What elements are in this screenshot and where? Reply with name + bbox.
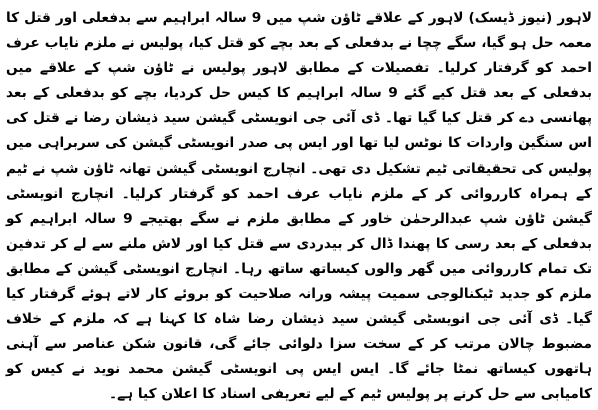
- article-body: لاہور (نیوز ڈیسک) لاہور کے علاقے ٹاؤن شپ میں 9 سالہ ابراہیم سے بدفعلی اور قتل کا معمہ حل ہو گیا، سگے چچا نے بدفعلی کے بعد بچے کو قتل کیا، پولیس نے ملزم نایاب عرف احمد کو گرفتار کرلیا۔ تفصیلات کے مطابق لاہور پولیس نے ٹاؤن شپ کے علاقے میں بدفعلی کے بعد قتل کیے گئے 9 سالہ ابراہیم کا کیس حل کردیا، بچے کو بدفعلی کے بعد پھانسی دے کر قتل کیا گیا تھا۔ ڈی آئی جی انویسٹی گیشن سید ذیشان رضا نے قتل کی اس سنگین واردات کا نوٹس لیا تھا اور ایس پی صدر انویسٹی گیشن کی سربراہی میں پولیس کی تحقیقاتی ٹیم تشکیل دی تھی۔ انچارج انویسٹی گیشن تھانہ ٹاؤن شپ نے ٹیم کے ہمراہ کارروائی کر کے ملزم نایاب عرف احمد کو گرفتار کرلیا۔ انچارج انویسٹی گیشن ٹاؤن شپ عبدالرحمٰن خاور کے مطابق ملزم نے سگے بھتیجے 9 سالہ ابراہیم کو بدفعلی کے بعد رسی کا پھندا ڈال کر بیدردی سے قتل کیا اور لاش ملنے سے لے کر تدفین تک تمام کارروائی میں گھر والوں کیساتھ ساتھ رہا۔ انچارج انویسٹی گیشن کے مطابق ملزم کو جدید ٹیکنالوجی سمیت پیشہ ورانہ صلاحیت کو بروئے کار لاتے ہوئے گرفتار کیا گیا۔ ڈی آئی جی انویسٹی گیشن سید ذیشان رضا شاہ کا کہنا ہے کہ ملزم کے خلاف مضبوط چالان مرتب کر کے سخت سزا دلوائی جائے گی، قانون شکن عناصر سے آہنی ہاتھوں کیساتھ نمٹا جائے گا۔ ایس ایس پی انویسٹی گیشن محمد نوید نے کیس کو کامیابی سے حل کرنے پر پولیس ٹیم کے لیے تعریفی اسناد کا اعلان کیا ہے۔: [6, 10, 592, 403]
